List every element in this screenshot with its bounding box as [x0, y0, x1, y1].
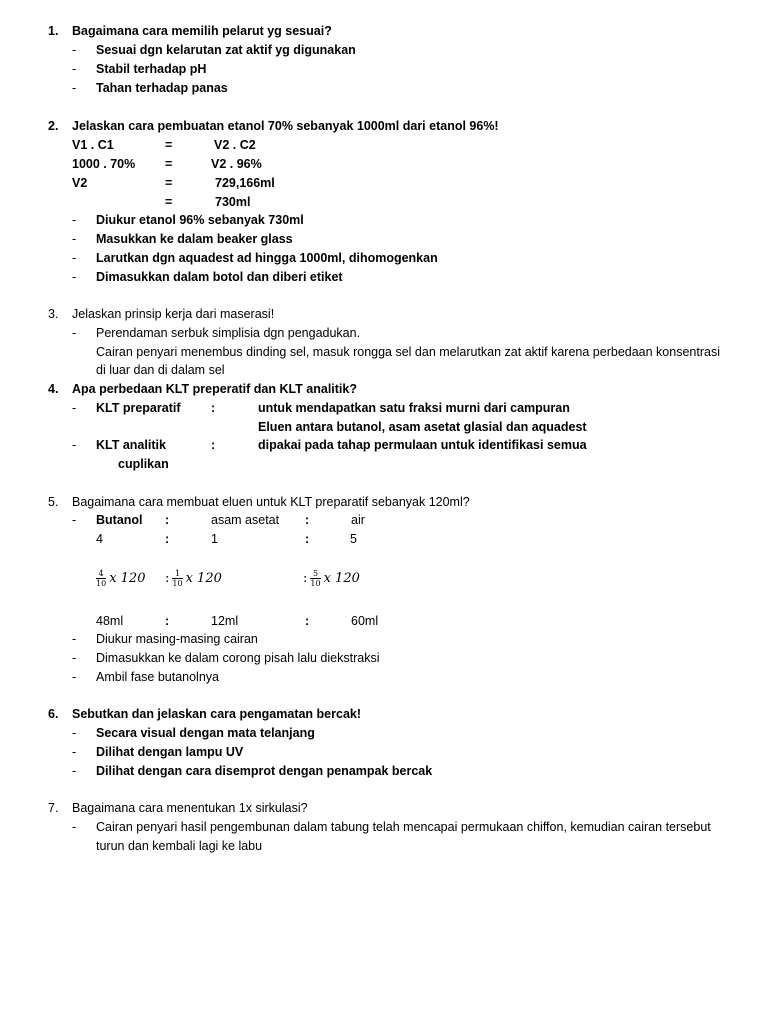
ratio-header: air	[351, 513, 365, 527]
bullet: -	[72, 726, 77, 740]
bullet: -	[72, 513, 77, 527]
q2-number: 2.	[48, 119, 59, 133]
klt-colon: :	[211, 401, 216, 415]
ratio-colon: :	[305, 513, 310, 527]
bullet: -	[72, 270, 77, 284]
klt-colon: :	[211, 438, 216, 452]
bullet: -	[72, 81, 77, 95]
ratio-colon: :	[165, 513, 170, 527]
calc-rhs: 730ml	[215, 195, 251, 209]
calc-rhs: V2 . C2	[214, 138, 256, 152]
formula-rest: x 120	[323, 571, 360, 586]
q7-answer: Cairan penyari hasil pengembunan dalam tabung telah mencapai permukaan chiffon, kemudian cairan tersebut	[96, 820, 711, 834]
calc-rhs: 729,166ml	[215, 176, 275, 190]
formula-asam-asetat	[165, 566, 222, 592]
ratio-colon: :	[303, 571, 308, 586]
ratio-colon: :	[165, 532, 170, 546]
formula-butanol	[93, 566, 145, 592]
bullet: -	[72, 232, 77, 246]
klt-preparatif-desc: Eluen antara butanol, asam asetat glasial dan aquadest	[258, 420, 587, 434]
result-value: 60ml	[351, 614, 379, 628]
klt-preparatif-label: KLT preparatif	[96, 401, 181, 415]
bullet: -	[72, 820, 77, 834]
ratio-header: asam asetat	[211, 513, 280, 527]
fraction-denominator: 10	[310, 579, 321, 588]
ratio-colon: :	[165, 614, 170, 628]
calc-rhs: V2 . 96%	[211, 157, 262, 171]
fraction-numerator: 4	[96, 569, 106, 579]
ratio-value: 5	[350, 532, 357, 546]
result-value: 12ml	[211, 614, 239, 628]
q3-number: 3.	[48, 307, 59, 321]
q2-answer: Dimasukkan dalam botol dan diberi etiket	[96, 270, 343, 284]
q3-answer: Perendaman serbuk simplisia dgn pengadukan.	[96, 326, 361, 340]
q2-answer: Larutkan dgn aquadest ad hingga 1000ml, dihomogenkan	[96, 251, 438, 265]
q1-number: 1.	[48, 24, 59, 38]
klt-preparatif-desc: untuk mendapatkan satu fraksi murni dari campuran	[258, 401, 570, 415]
q3-answer: di luar dan di dalam sel	[96, 363, 225, 377]
bullet: -	[72, 401, 77, 415]
q5-answer: Ambil fase butanolnya	[96, 670, 219, 684]
fraction-denominator: 10	[172, 579, 183, 588]
result-value: 48ml	[96, 614, 124, 628]
calc-lhs: 1000 . 70%	[72, 157, 136, 171]
bullet: -	[72, 251, 77, 265]
q3-answer: Cairan penyari menembus dinding sel, masuk rongga sel dan melarutkan zat aktif karena perbedaan konsentrasi	[96, 345, 720, 359]
ratio-colon: :	[165, 571, 170, 586]
ratio-colon: :	[305, 614, 310, 628]
calc-lhs: V1 . C1	[72, 138, 114, 152]
fraction-denominator: 10	[96, 579, 107, 588]
q5-question: Bagaimana cara membuat eluen untuk KLT preparatif sebanyak 120ml?	[72, 495, 470, 509]
calc-equals: =	[165, 138, 173, 152]
q6-question: Sebutkan dan jelaskan cara pengamatan bercak!	[72, 707, 362, 721]
q5-answer: Dimasukkan ke dalam corong pisah lalu diekstraksi	[96, 651, 380, 665]
klt-analitik-label: KLT analitik	[96, 438, 166, 452]
q7-question: Bagaimana cara menentukan 1x sirkulasi?	[72, 801, 308, 815]
ratio-header: Butanol	[96, 513, 143, 527]
q7-number: 7.	[48, 801, 59, 815]
calc-equals: =	[165, 157, 173, 171]
q2-answer: Diukur etanol 96% sebanyak 730ml	[96, 213, 304, 227]
q2-answer: Masukkan ke dalam beaker glass	[96, 232, 293, 246]
q5-answer: Diukur masing-masing cairan	[96, 632, 258, 646]
q5-number: 5.	[48, 495, 59, 509]
fraction-numerator: 1	[172, 569, 182, 579]
q4-question: Apa perbedaan KLT preperatif dan KLT analitik?	[72, 382, 357, 396]
bullet: -	[72, 326, 77, 340]
fraction-numerator: 5	[310, 569, 320, 579]
bullet: -	[72, 651, 77, 665]
calc-equals: =	[165, 195, 173, 209]
q1-answer: Tahan terhadap panas	[96, 81, 228, 95]
q6-number: 6.	[48, 707, 59, 721]
q2-question: Jelaskan cara pembuatan etanol 70% sebanyak 1000ml dari etanol 96%!	[72, 119, 499, 133]
q3-question: Jelaskan prinsip kerja dari maserasi!	[72, 307, 275, 321]
bullet: -	[72, 632, 77, 646]
bullet: -	[72, 670, 77, 684]
ratio-value: 4	[96, 532, 103, 546]
q4-number: 4.	[48, 382, 59, 396]
formula-rest: x 120	[109, 571, 146, 586]
calc-lhs: V2	[72, 176, 88, 190]
bullet: -	[72, 438, 77, 452]
bullet: -	[72, 745, 77, 759]
formula-air	[303, 566, 360, 592]
bullet: -	[72, 62, 77, 76]
q6-answer: Dilihat dengan lampu UV	[96, 745, 244, 759]
bullet: -	[72, 764, 77, 778]
ratio-value: 1	[211, 532, 218, 546]
bullet: -	[72, 43, 77, 57]
q6-answer: Secara visual dengan mata telanjang	[96, 726, 315, 740]
klt-analitik-desc: dipakai pada tahap permulaan untuk identifikasi semua	[258, 438, 587, 452]
q1-answer: Sesuai dgn kelarutan zat aktif yg digunakan	[96, 43, 356, 57]
q6-answer: Dilihat dengan cara disemprot dengan penampak bercak	[96, 764, 433, 778]
q7-answer: turun dan kembali lagi ke labu	[96, 839, 263, 853]
bullet: -	[72, 213, 77, 227]
q1-answer: Stabil terhadap pH	[96, 62, 207, 76]
formula-rest: x 120	[185, 571, 222, 586]
calc-equals: =	[165, 176, 173, 190]
q1-question: Bagaimana cara memilih pelarut yg sesuai?	[72, 24, 332, 38]
klt-analitik-desc: cuplikan	[118, 457, 169, 471]
ratio-colon: :	[305, 532, 310, 546]
